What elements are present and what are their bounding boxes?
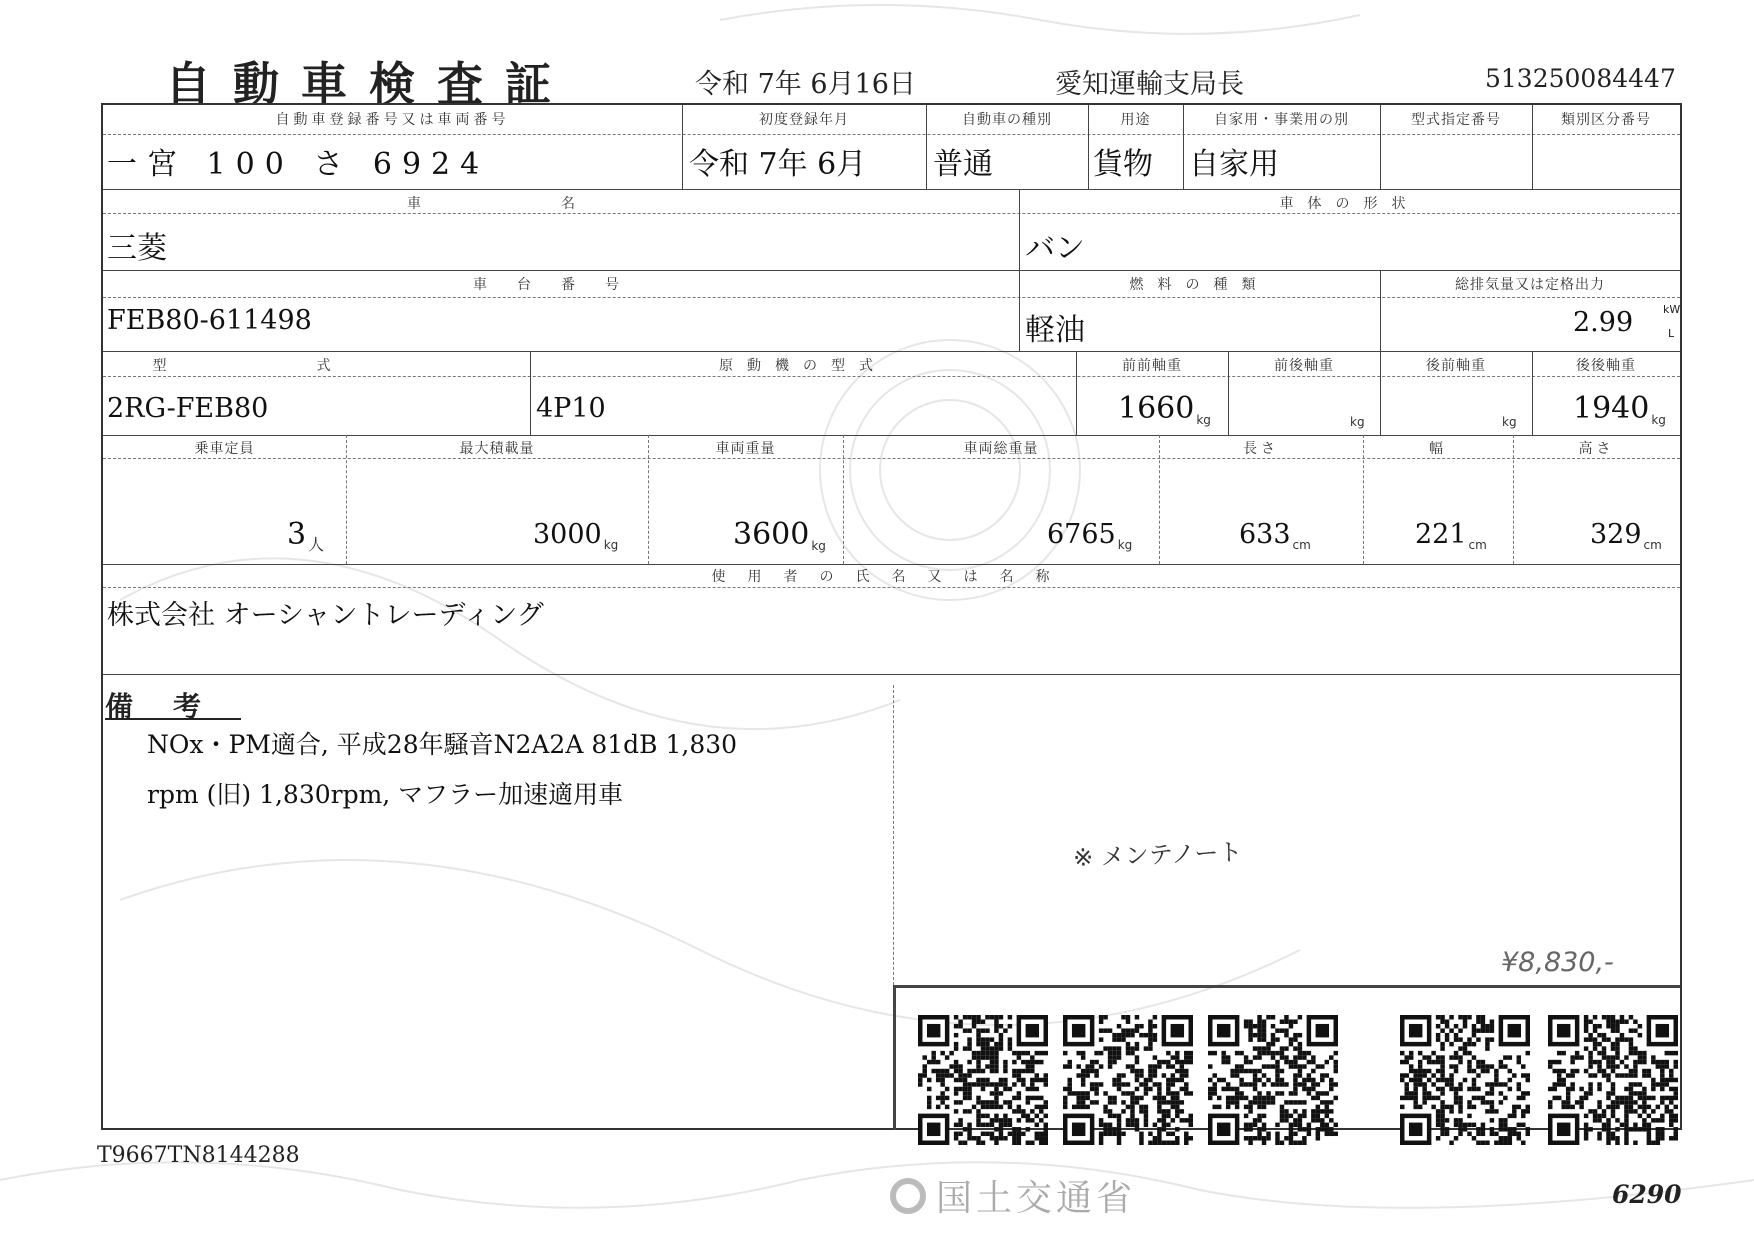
certificate-form bbox=[101, 103, 1682, 1130]
label-model: 型式 bbox=[152, 358, 481, 374]
value-capacity: 3 $_人$ bbox=[287, 517, 325, 554]
value-displacement: 2.99 bbox=[1573, 307, 1634, 338]
label-first-registration: 初度登録年月 bbox=[759, 112, 849, 128]
label-ff-axle: 前前軸重 bbox=[1122, 358, 1182, 374]
label-rf-axle: 後前軸重 bbox=[1426, 358, 1486, 374]
label-width: 幅 bbox=[1429, 441, 1447, 457]
label-height: 高さ bbox=[1578, 441, 1615, 457]
value-vehicle-name: 三菱 bbox=[107, 231, 167, 266]
label-vehicle-type: 自動車の種別 bbox=[962, 112, 1052, 128]
value-first-registration: 令和 7年 6月 bbox=[689, 147, 867, 182]
document-title: 自動車検査証 bbox=[165, 57, 573, 111]
label-displacement: 総排気量又は定格出力 bbox=[1455, 277, 1605, 293]
value-rr-axle: 1940 $_{kg}$ bbox=[1573, 391, 1666, 427]
label-vehicle-name: 車名 bbox=[407, 196, 715, 212]
label-max-load: 最大積載量 bbox=[459, 441, 535, 457]
value-model: 2RG-FEB80 bbox=[107, 393, 269, 424]
value-length: 633 $_{cm}$ bbox=[1239, 519, 1311, 552]
label-capacity: 乗車定員 bbox=[194, 441, 255, 457]
value-chassis-number: FEB80-611498 bbox=[107, 305, 312, 336]
value-ff-axle: 1660 $_{kg}$ bbox=[1118, 391, 1211, 427]
value-user: 株式会社 オーシャントレーディング bbox=[107, 600, 544, 631]
label-fuel-type: 燃料の種類 bbox=[1129, 277, 1270, 293]
value-fuel-type: 軽油 bbox=[1025, 313, 1085, 348]
value-vehicle-type: 普通 bbox=[933, 147, 993, 182]
label-rr-axle: 後後軸重 bbox=[1576, 358, 1636, 374]
value-private-business: 自家用 bbox=[1189, 147, 1279, 182]
remarks-line-1: NOx・PM適合, 平成28年騒音N2A2A 81dB 1,830 bbox=[147, 730, 738, 759]
label-engine-model: 原動機の型式 bbox=[719, 358, 887, 374]
value-height: 329 $_{cm}$ bbox=[1590, 519, 1662, 552]
handwritten-price: ¥8,830,- bbox=[1501, 947, 1614, 978]
label-gross-weight: 車両総重量 bbox=[963, 441, 1039, 457]
issuer: 愛知運輸支局長 bbox=[1055, 69, 1244, 100]
qr-code-3 bbox=[1208, 1015, 1338, 1145]
qr-code-2 bbox=[1063, 1015, 1193, 1145]
qr-code-4 bbox=[1400, 1015, 1530, 1145]
page-number: 6290 bbox=[1612, 1180, 1682, 1209]
handwritten-note: ※ メンテノート bbox=[1072, 838, 1243, 872]
label-chassis-number: 車台番号 bbox=[473, 277, 649, 293]
label-length: 長さ bbox=[1243, 441, 1279, 457]
label-use: 用途 bbox=[1120, 112, 1151, 128]
certificate-number: 513250084447 bbox=[1485, 64, 1676, 93]
label-private-business: 自家用・事業用の別 bbox=[1214, 112, 1349, 128]
ministry-logo bbox=[890, 1170, 1136, 1221]
label-registration: 自動車登録番号又は車両番号 bbox=[275, 112, 510, 128]
value-engine-model: 4P10 bbox=[536, 393, 606, 424]
remarks-line-2: rpm (旧) 1,830rpm, マフラー加速適用車 bbox=[147, 780, 624, 809]
serial-number: T9667TN8144288 bbox=[97, 1143, 300, 1168]
label-model-designation: 型式指定番号 bbox=[1411, 112, 1501, 128]
label-fr-axle: 前後軸重 bbox=[1274, 358, 1334, 374]
ministry-emblem-icon bbox=[890, 1178, 926, 1214]
label-body-shape: 車体の形状 bbox=[1279, 196, 1420, 212]
label-category-number: 類別区分番号 bbox=[1561, 112, 1651, 128]
value-body-shape: バン bbox=[1025, 231, 1085, 266]
value-gross-weight: 6765 $_{kg}$ bbox=[1047, 519, 1133, 552]
value-max-load: 3000 $_{kg}$ bbox=[533, 519, 619, 552]
issue-date: 令和 7年 6月16日 bbox=[695, 69, 916, 100]
value-use: 貨物 bbox=[1093, 147, 1153, 182]
label-user: 使用者の氏名又は名称 bbox=[711, 569, 1072, 585]
value-width: 221 $_{cm}$ bbox=[1415, 519, 1487, 552]
displacement-unit-kw: kW bbox=[1663, 303, 1681, 316]
label-remarks: 備考 bbox=[105, 690, 242, 723]
label-vehicle-weight: 車両重量 bbox=[715, 441, 776, 457]
displacement-unit-l: L bbox=[1668, 327, 1675, 340]
qr-code-5 bbox=[1548, 1015, 1678, 1145]
value-vehicle-weight: 3600 $_{kg}$ bbox=[733, 517, 826, 553]
ministry-name: 国土交通省 bbox=[936, 1178, 1137, 1219]
unit-fr-axle: kg bbox=[1350, 415, 1365, 429]
unit-rf-axle: kg bbox=[1502, 415, 1517, 429]
qr-code-1 bbox=[918, 1015, 1048, 1145]
value-registration: 一宮 100 さ 6924 bbox=[107, 147, 490, 182]
